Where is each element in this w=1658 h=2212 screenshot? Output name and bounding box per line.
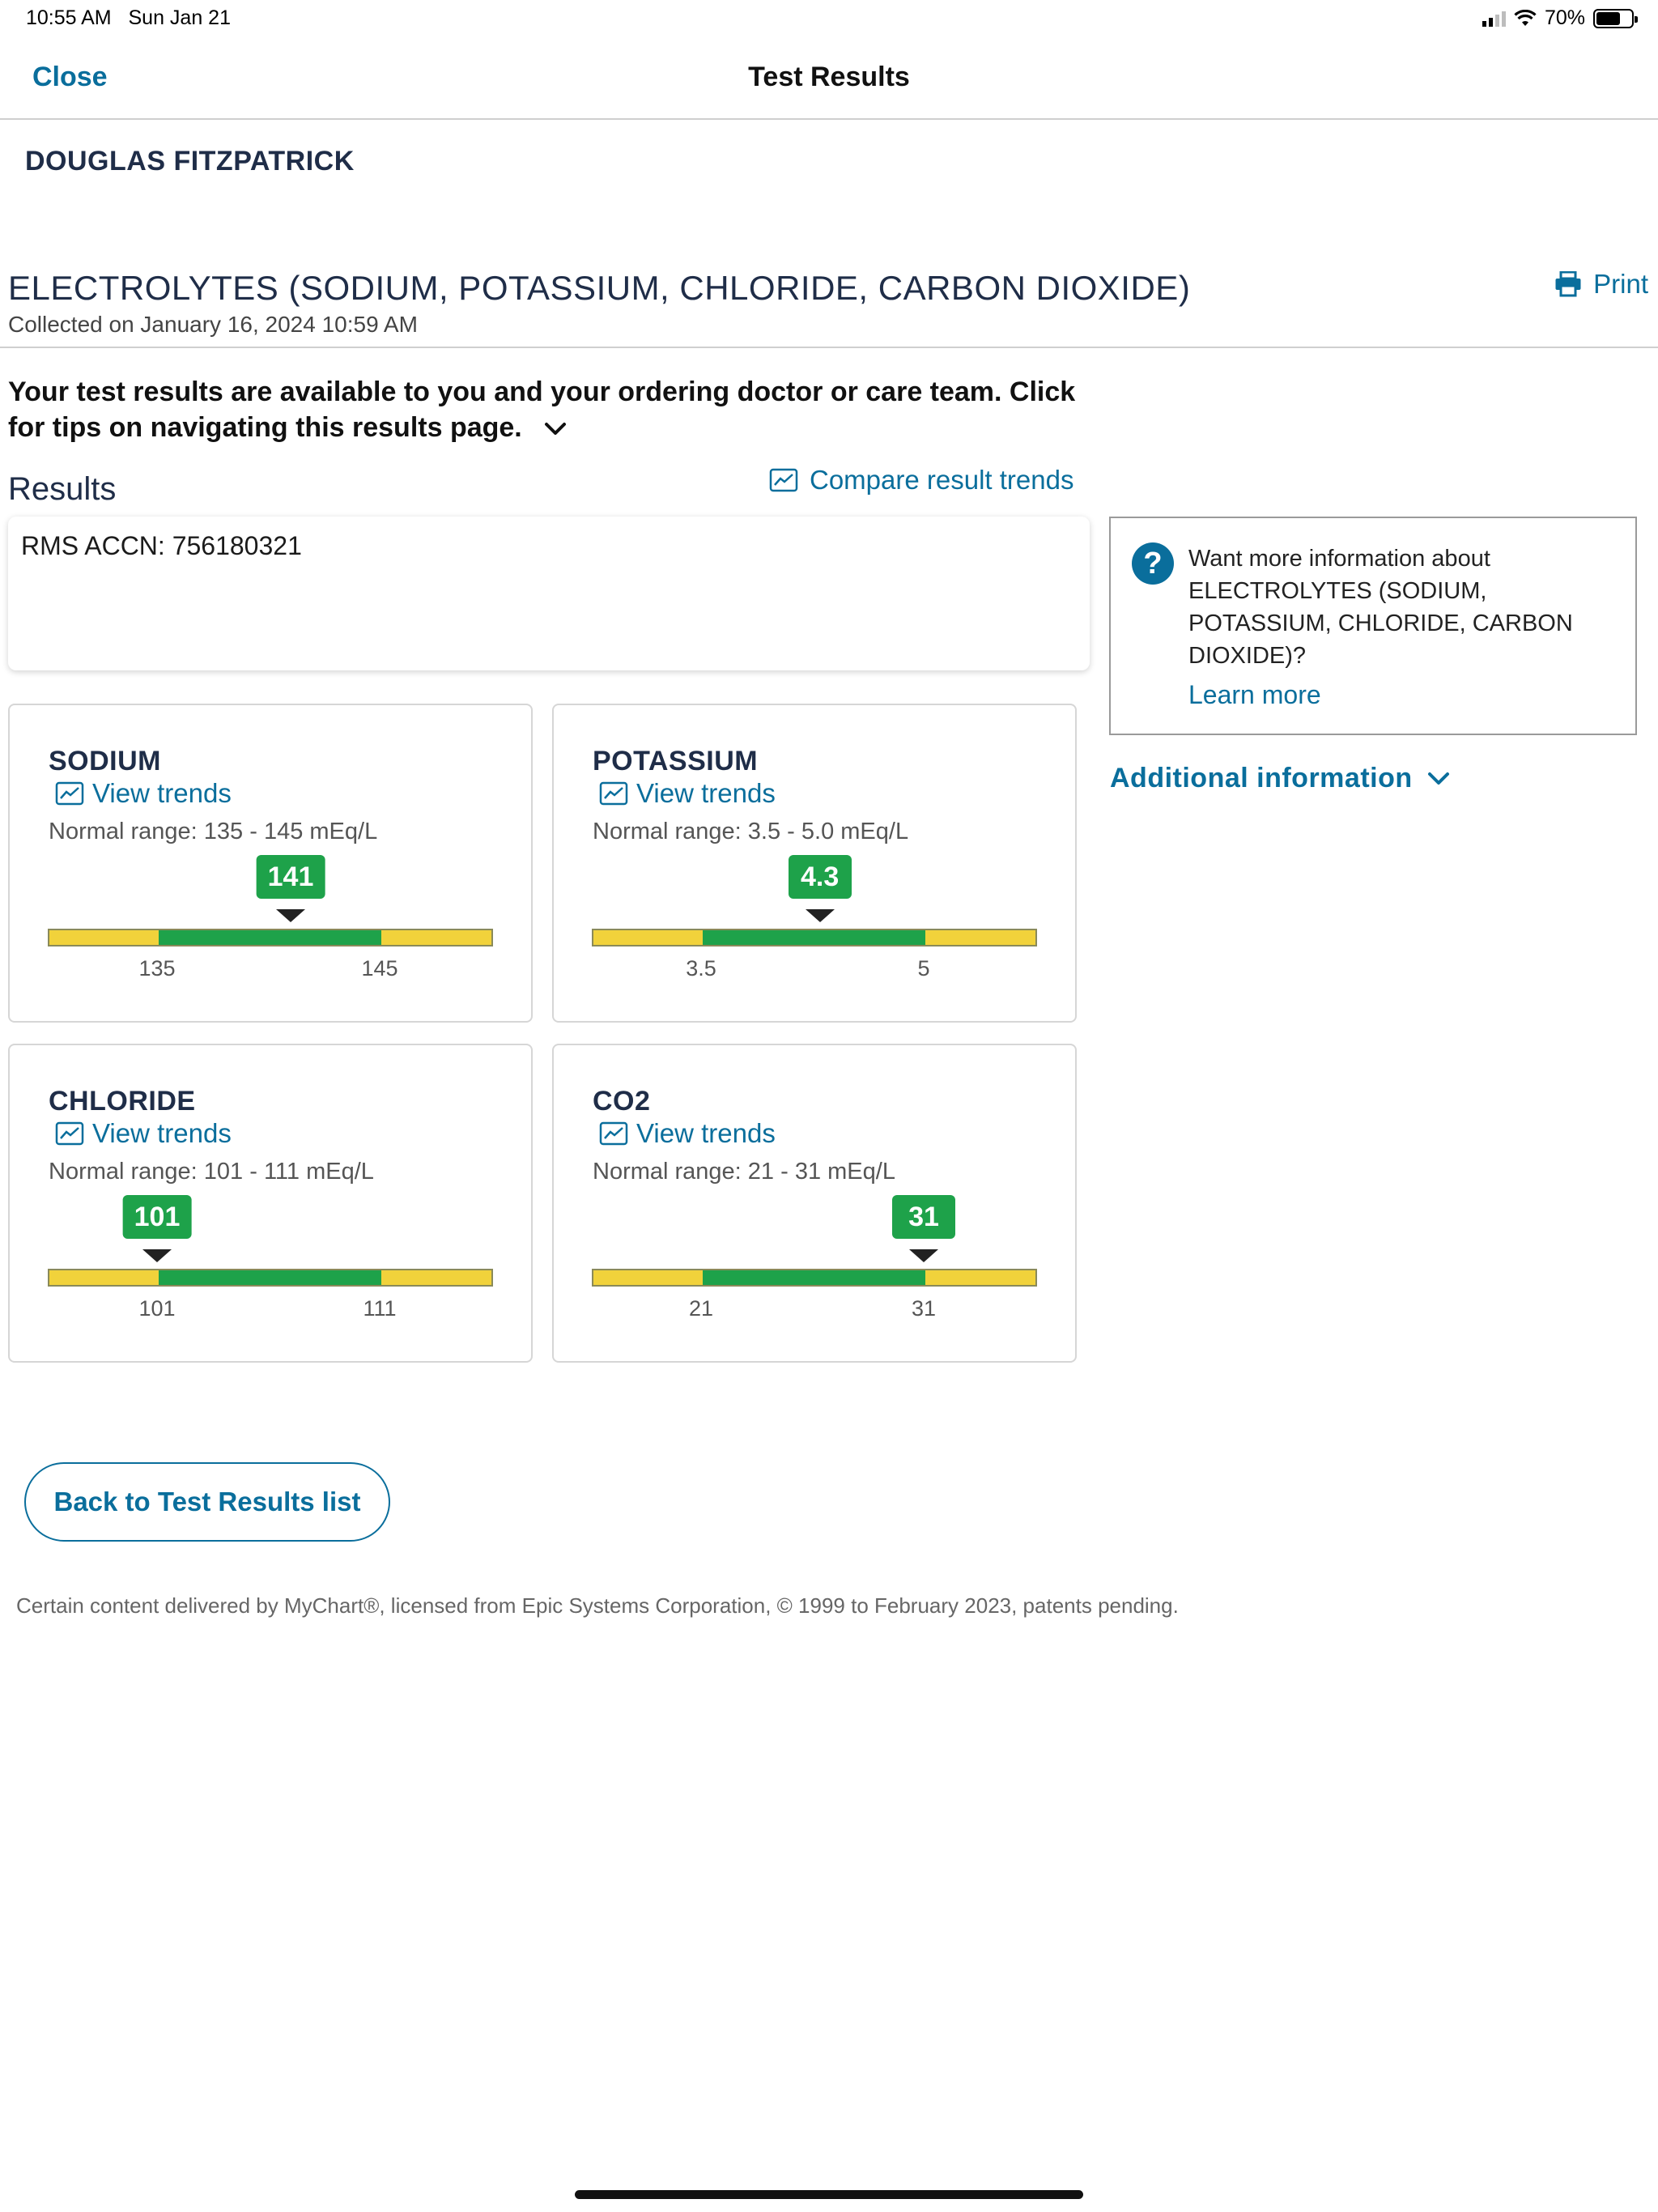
view-trends-link[interactable] bbox=[55, 778, 232, 809]
result-pointer-icon bbox=[142, 1249, 172, 1262]
component-name: SODIUM bbox=[49, 746, 161, 776]
view-trends-label: View trends bbox=[636, 778, 776, 808]
result-value-badge: 101 bbox=[123, 1195, 192, 1239]
compare-trends-label: Compare result trends bbox=[810, 465, 1074, 495]
back-to-results-button[interactable]: Back to Test Results list bbox=[24, 1462, 390, 1542]
footer-copyright: Certain content delivered by MyChart®, licensed from Epic Systems Corporation, © 1999 to February 2023, patents pending. bbox=[16, 1593, 1179, 1618]
trend-chart-icon bbox=[599, 781, 628, 806]
result-card-sodium bbox=[8, 704, 533, 1023]
more-info-text: Want more information about ELECTROLYTES (SODIUM, POTASSIUM, CHLORIDE, CARBON DIOXIDE)? bbox=[1188, 546, 1573, 669]
chevron-down-icon bbox=[1427, 772, 1450, 786]
additional-info-label: Additional information bbox=[1110, 763, 1413, 793]
result-pointer-icon bbox=[806, 909, 835, 922]
learn-more-link[interactable]: Learn more bbox=[1188, 680, 1321, 709]
low-limit-label: 3.5 bbox=[686, 956, 716, 981]
additional-info-toggle[interactable] bbox=[1110, 763, 1450, 794]
result-card-potassium bbox=[552, 704, 1077, 1023]
tips-text: Your test results are available to you and your ordering doctor or care team. Click for tips on navigating this results page. bbox=[8, 376, 1076, 443]
trend-chart-icon bbox=[55, 781, 84, 806]
normal-range-band bbox=[703, 930, 925, 945]
trend-chart-icon bbox=[769, 468, 798, 492]
result-value-badge: 141 bbox=[257, 855, 325, 899]
wifi-icon bbox=[1514, 10, 1537, 28]
view-trends-label: View trends bbox=[92, 1118, 232, 1148]
normal-range-band bbox=[159, 930, 381, 945]
status-date: Sun Jan 21 bbox=[128, 6, 231, 29]
high-limit-label: 111 bbox=[363, 1296, 397, 1321]
result-value-badge: 4.3 bbox=[789, 855, 852, 899]
view-trends-link[interactable] bbox=[55, 1118, 232, 1149]
results-heading: Results bbox=[8, 471, 117, 507]
result-pointer-icon bbox=[909, 1249, 938, 1262]
battery-percent: 70% bbox=[1544, 6, 1585, 29]
range-gauge bbox=[592, 1269, 1037, 1287]
test-title: ELECTROLYTES (SODIUM, POTASSIUM, CHLORIDE, CARBON DIOXIDE) bbox=[8, 269, 1191, 307]
normal-range-band bbox=[703, 1270, 925, 1285]
printer-icon bbox=[1554, 271, 1582, 297]
high-limit-label: 5 bbox=[917, 956, 930, 981]
battery-icon bbox=[1593, 9, 1634, 28]
low-limit-label: 21 bbox=[688, 1296, 714, 1321]
trend-chart-icon bbox=[55, 1121, 84, 1146]
more-info-box bbox=[1109, 517, 1637, 735]
result-card-co2 bbox=[552, 1044, 1077, 1363]
normal-range: Normal range: 21 - 31 mEq/L bbox=[593, 1159, 895, 1185]
trend-chart-icon bbox=[599, 1121, 628, 1146]
tips-toggle[interactable] bbox=[8, 374, 1077, 445]
component-name: CO2 bbox=[593, 1086, 651, 1117]
nav-bar bbox=[0, 39, 1658, 120]
normal-range: Normal range: 135 - 145 mEq/L bbox=[49, 819, 378, 844]
status-time bbox=[26, 6, 231, 30]
compare-trends-link[interactable] bbox=[769, 465, 1073, 496]
component-name: POTASSIUM bbox=[593, 746, 759, 776]
close-button[interactable]: Close bbox=[32, 62, 108, 92]
question-icon: ? bbox=[1132, 542, 1174, 585]
status-indicators bbox=[1482, 6, 1634, 30]
result-card-chloride bbox=[8, 1044, 533, 1363]
view-trends-link[interactable] bbox=[599, 1118, 776, 1149]
result-pointer-icon bbox=[276, 909, 305, 922]
accession-box bbox=[8, 517, 1090, 670]
view-trends-link[interactable] bbox=[599, 778, 776, 809]
print-button[interactable] bbox=[1554, 269, 1648, 300]
view-trends-label: View trends bbox=[636, 1118, 776, 1148]
home-indicator[interactable] bbox=[575, 2190, 1083, 2199]
range-gauge bbox=[592, 929, 1037, 946]
status-clock: 10:55 AM bbox=[26, 6, 112, 29]
result-value-badge: 31 bbox=[892, 1195, 955, 1239]
normal-range: Normal range: 3.5 - 5.0 mEq/L bbox=[593, 819, 909, 844]
cellular-signal-icon bbox=[1482, 11, 1506, 27]
chevron-down-icon bbox=[544, 422, 567, 436]
page-title: Test Results bbox=[748, 62, 910, 92]
normal-range: Normal range: 101 - 111 mEq/L bbox=[49, 1159, 374, 1185]
range-gauge bbox=[48, 1269, 493, 1287]
high-limit-label: 145 bbox=[361, 956, 398, 981]
range-gauge bbox=[48, 929, 493, 946]
print-label: Print bbox=[1593, 269, 1648, 299]
low-limit-label: 135 bbox=[138, 956, 176, 981]
view-trends-label: View trends bbox=[92, 778, 232, 808]
divider bbox=[0, 347, 1658, 348]
low-limit-label: 101 bbox=[138, 1296, 176, 1321]
normal-range-band bbox=[159, 1270, 381, 1285]
status-bar bbox=[0, 0, 1658, 39]
accession-number: RMS ACCN: 756180321 bbox=[21, 531, 302, 560]
patient-name: DOUGLAS FITZPATRICK bbox=[25, 146, 355, 177]
high-limit-label: 31 bbox=[911, 1296, 937, 1321]
collected-date: Collected on January 16, 2024 10:59 AM bbox=[8, 312, 418, 337]
component-name: CHLORIDE bbox=[49, 1086, 196, 1117]
